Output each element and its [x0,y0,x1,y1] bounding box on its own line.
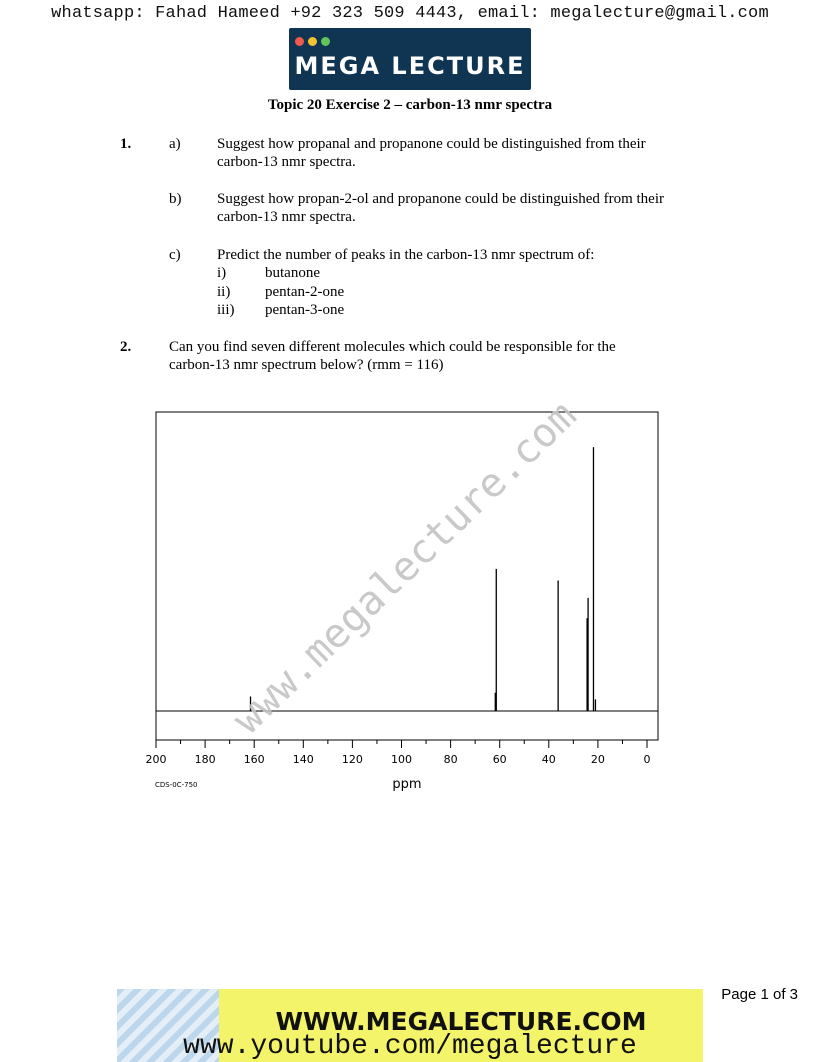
tick-labels-group [146,753,651,766]
page-title: Topic 20 Exercise 2 – carbon-13 nmr spectra [267,97,553,113]
question-1b-text-line1: Suggest how propan-2-ol and propanone could be distinguished from their [217,191,664,207]
x-axis-tick-label: 80 [443,753,458,766]
x-axis-label: ppm [392,777,422,792]
list-item-text: butanone [265,265,320,281]
logo-dot-green [321,37,330,46]
list-item-label: i) [217,265,227,281]
watermark-text: www.megalecture.com [224,392,586,744]
footer-site-url: WWW.MEGALECTURE.COM [275,1007,647,1036]
x-axis-tick-label: 0 [643,753,651,766]
list-item-text: pentan-3-one [265,302,345,318]
mega-lecture-logo [289,28,531,90]
question-1c-text: Predict the number of peaks in the carbon-13 nmr spectrum of: [217,247,595,263]
contact-header: whatsapp: Fahad Hameed +92 323 509 4443, email: megalecture@gmail.com [51,4,769,23]
x-axis-tick-label: 200 [145,753,167,766]
x-axis-tick-label: 180 [194,753,216,766]
question-1b-label: b) [169,191,182,207]
question-1a-text-line1: Suggest how propanal and propanone could be distinguished from their [217,136,646,152]
chart-frame [156,412,658,740]
question-2-text-line2: carbon-13 nmr spectrum below? (rmm = 116) [169,357,444,373]
axis-ticks-group [156,740,647,748]
question-1a-text-line2: carbon-13 nmr spectra. [217,154,356,170]
instrument-code-label: CDS-0C-750 [155,781,198,789]
x-axis-tick-label: 160 [243,753,265,766]
question-1a-label: a) [169,136,181,152]
question-2-text-line1: Can you find seven different molecules which could be responsible for the [169,339,616,355]
page-number: Page 1 of 3 [721,986,798,1003]
footer-banner [117,989,703,1062]
peaks-group [251,447,596,711]
x-axis-tick-label: 120 [341,753,363,766]
nmr-spectrum-chart [140,405,680,800]
question-1b-text-line2: carbon-13 nmr spectra. [217,209,356,225]
logo-text: MEGA LECTURE [294,52,526,80]
x-axis-tick-label: 60 [492,753,507,766]
x-axis-tick-label: 140 [292,753,314,766]
list-item-label: iii) [217,302,235,318]
logo-dot-red [295,37,304,46]
question-2-number: 2. [120,339,132,355]
logo-dots [295,37,330,46]
x-axis-tick-label: 40 [541,753,556,766]
x-axis-tick-label: 100 [391,753,412,766]
footer-youtube-url: www.youtube.com/megalecture [183,1031,637,1062]
list-item-text: pentan-2-one [265,284,345,300]
list-item-label: ii) [217,284,231,300]
x-axis-tick-label: 20 [590,753,605,766]
logo-dot-yellow [308,37,317,46]
question-1c-label: c) [169,247,181,263]
question-1-number: 1. [120,136,132,152]
